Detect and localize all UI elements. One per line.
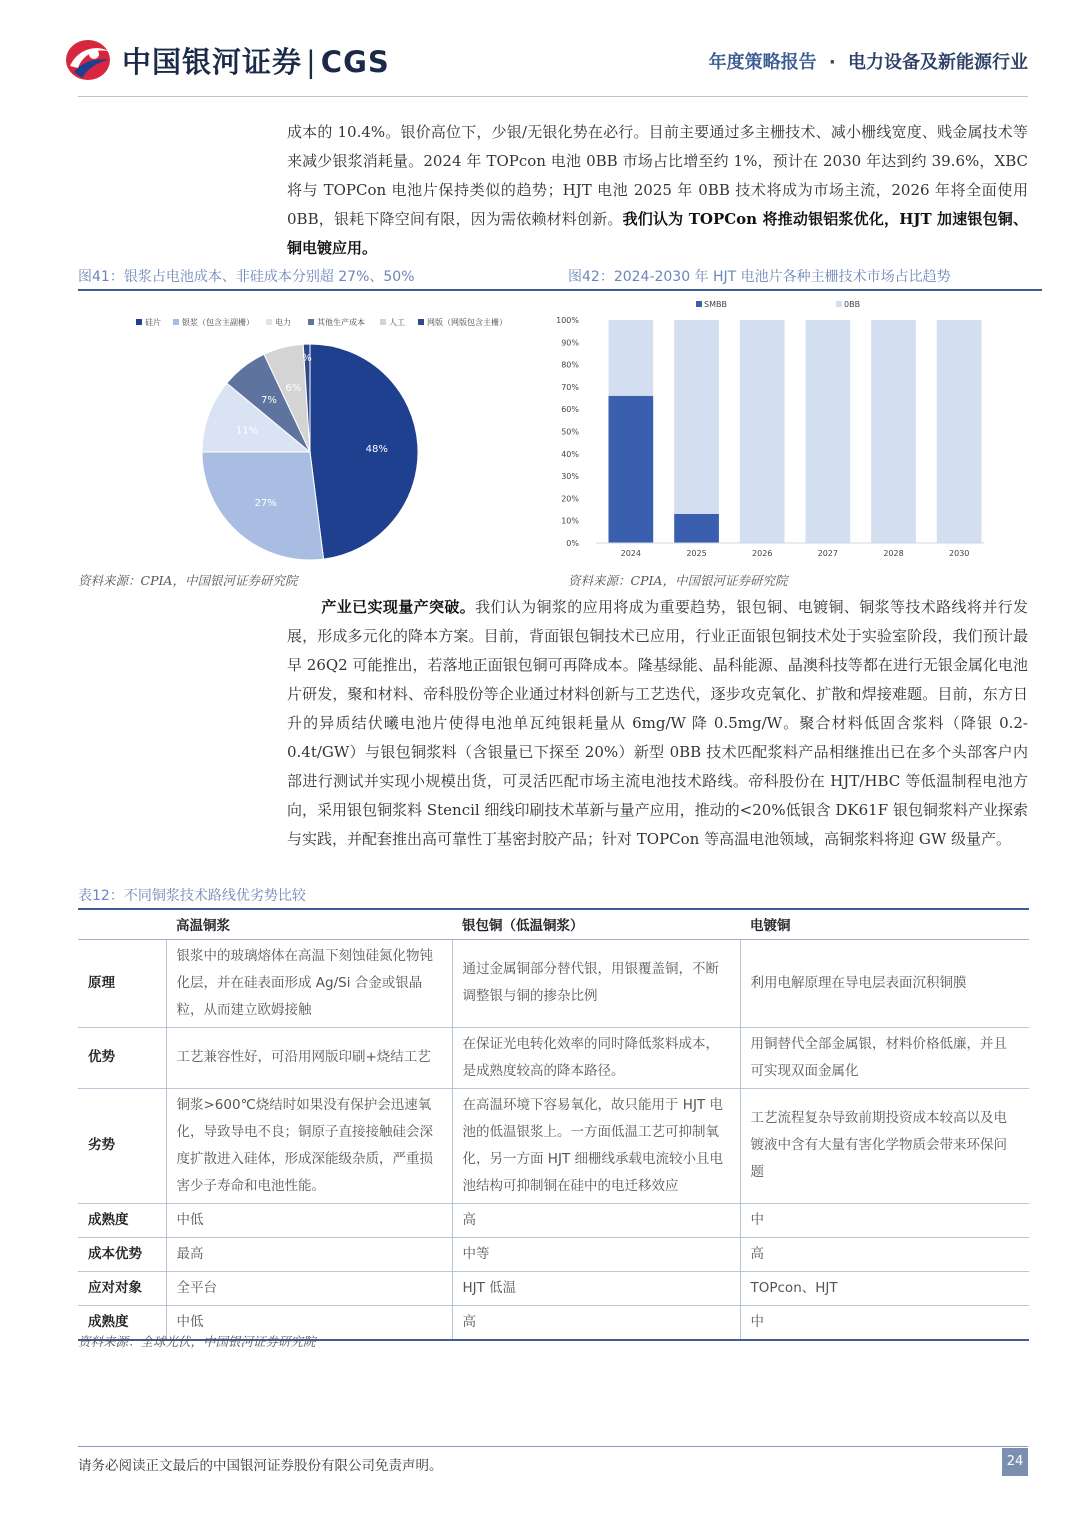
bar-segment-0bb bbox=[740, 320, 785, 543]
y-tick-label: 100% bbox=[556, 316, 579, 325]
y-tick-label: 30% bbox=[561, 472, 579, 482]
footer-divider bbox=[78, 1446, 1028, 1447]
table-row bbox=[78, 1088, 1029, 1203]
legend-label: 网版（网版包含主栅） bbox=[427, 318, 507, 327]
x-tick-label: 2028 bbox=[883, 549, 904, 558]
table-header-cell bbox=[78, 909, 166, 939]
footer-disclaimer: 请务必阅读正文最后的中国银河证券股份有限公司免责声明。 bbox=[78, 1458, 443, 1474]
row-label: 优势 bbox=[78, 1027, 166, 1088]
bar-legend-item bbox=[836, 300, 860, 309]
figure-42-caption: 图42：2024-2030 年 HJT 电池片各种主栅技术市场占比趋势 bbox=[568, 269, 951, 285]
table-cell: 通过金属铜部分替代银，用银覆盖铜，不断调整银与铜的掺杂比例 bbox=[452, 939, 740, 1027]
y-tick-label: 40% bbox=[561, 449, 579, 459]
bar-segment-smbb bbox=[609, 396, 654, 543]
bar-segment-smbb bbox=[674, 514, 719, 543]
legend-label: 银浆（包含主副栅） bbox=[182, 318, 254, 327]
bar-segment-0bb bbox=[609, 320, 654, 396]
x-tick-label: 2030 bbox=[949, 549, 970, 558]
table-cell: 利用电解原理在导电层表面沉积铜膜 bbox=[740, 939, 1029, 1027]
figure-41-source: 资料来源：CPIA，中国银河证券研究院 bbox=[78, 573, 298, 588]
paragraph-2 bbox=[287, 593, 1028, 854]
table-header-cell: 银包铜（低温铜浆） bbox=[452, 909, 740, 939]
bar-segment-0bb bbox=[806, 320, 851, 543]
header-divider bbox=[78, 96, 1028, 97]
legend-label: 人工 bbox=[389, 318, 405, 327]
legend-label: 硅片 bbox=[145, 318, 161, 327]
pie-data-label: 27% bbox=[254, 498, 277, 510]
stacked-bar-chart bbox=[548, 294, 988, 564]
row-label: 劣势 bbox=[78, 1088, 166, 1203]
table-header-cell: 高温铜浆 bbox=[166, 909, 452, 939]
pie-legend-item bbox=[266, 317, 291, 327]
legend-swatch bbox=[418, 319, 424, 325]
bar-legend-item bbox=[696, 300, 727, 309]
pie-data-label: 11% bbox=[235, 425, 259, 437]
table-cell: 工艺流程复杂导致前期投资成本较高以及电镀液中含有大量有害化学物质会带来环保问题 bbox=[740, 1088, 1029, 1203]
table-cell: TOPcon、HJT bbox=[740, 1271, 1029, 1305]
row-label: 成熟度 bbox=[78, 1203, 166, 1237]
legend-swatch bbox=[836, 301, 842, 307]
pie-legend-item bbox=[418, 317, 507, 327]
paragraph-1-bold: 我们认为 TOPCon 将推动银铝浆优化，HJT 加速银包铜、铜电镀应用。 bbox=[287, 210, 1028, 257]
pie-data-label: 6% bbox=[285, 383, 302, 395]
legend-swatch bbox=[696, 301, 702, 307]
legend-swatch bbox=[266, 319, 272, 325]
table-12-caption: 表12：不同铜浆技术路线优劣势比较 bbox=[78, 888, 306, 904]
y-tick-label: 20% bbox=[561, 494, 579, 504]
y-tick-label: 10% bbox=[561, 516, 579, 526]
pie-legend-item bbox=[380, 317, 405, 327]
y-tick-label: 70% bbox=[561, 382, 579, 392]
brand-name: 中国银河证券 | CGS bbox=[122, 45, 390, 79]
pie-legend-item bbox=[173, 317, 254, 327]
table-row bbox=[78, 1203, 1029, 1237]
table-cell: 在保证光电转化效率的同时降低浆料成本，是成熟度较高的降本路径。 bbox=[452, 1027, 740, 1088]
row-label: 成本优势 bbox=[78, 1237, 166, 1271]
figure-42-source: 资料来源：CPIA，中国银河证券研究院 bbox=[568, 573, 788, 588]
legend-label: 其他生产成本 bbox=[317, 318, 365, 327]
row-label: 成熟度 bbox=[78, 1305, 166, 1340]
y-tick-label: 50% bbox=[561, 427, 579, 437]
table-cell: 在高温环境下容易氧化，故只能用于 HJT 电池的低温银浆上。一方面低温工艺可抑制氧化，另一方面 HJT 细栅线承载电流较小且电池结构可抑制铜在硅中的电迁移效应 bbox=[452, 1088, 740, 1203]
y-tick-label: 90% bbox=[561, 338, 579, 348]
cgs-logo-icon bbox=[64, 38, 114, 82]
legend-label: SMBB bbox=[704, 300, 727, 309]
legend-swatch bbox=[136, 319, 142, 325]
pie-data-label: 48% bbox=[365, 443, 388, 455]
table-12-source: 资料来源：全球光伏，中国银河证券研究院 bbox=[78, 1334, 316, 1349]
y-tick-label: 60% bbox=[561, 405, 579, 415]
comparison-table bbox=[78, 908, 1029, 1341]
table-cell: HJT 低温 bbox=[452, 1271, 740, 1305]
x-tick-label: 2027 bbox=[817, 549, 838, 558]
pie-slice bbox=[310, 344, 418, 559]
page-header bbox=[0, 0, 1080, 100]
table-row bbox=[78, 1027, 1029, 1088]
table-cell: 中 bbox=[740, 1305, 1029, 1340]
bar-segment-0bb bbox=[937, 320, 982, 543]
table-cell: 银浆中的玻璃熔体在高温下刻蚀硅氮化物钝化层，并在硅表面形成 Ag/Si 合金或银晶粒，从而建立欧姆接触 bbox=[166, 939, 452, 1027]
table-cell: 用铜替代全部金属银，材料价格低廉，并且可实现双面金属化 bbox=[740, 1027, 1029, 1088]
table-cell: 铜浆>600℃烧结时如果没有保护会迅速氧化，导致导电不良；铜原子直接接触硅会深度扩散进入硅体，形成深能级杂质，严重损害少子寿命和电池性能。 bbox=[166, 1088, 452, 1203]
table-header-row bbox=[78, 909, 1029, 939]
pie-chart bbox=[118, 300, 538, 566]
header-separator: · bbox=[828, 52, 836, 73]
table-cell: 中低 bbox=[166, 1203, 452, 1237]
bar-segment-0bb bbox=[674, 320, 719, 514]
table-row bbox=[78, 939, 1029, 1027]
paragraph-2-bold: 产业已实现量产突破。 bbox=[321, 598, 476, 616]
y-tick-label: 80% bbox=[561, 360, 579, 370]
x-tick-label: 2024 bbox=[620, 549, 641, 558]
legend-swatch bbox=[308, 319, 314, 325]
row-label: 应对对象 bbox=[78, 1271, 166, 1305]
table-header-cell: 电镀铜 bbox=[740, 909, 1029, 939]
table-cell: 全平台 bbox=[166, 1271, 452, 1305]
figure-41-caption: 图41：银浆占电池成本、非硅成本分别超 27%、50% bbox=[78, 269, 415, 285]
table-cell: 中低 bbox=[166, 1305, 452, 1340]
legend-label: 0BB bbox=[844, 300, 861, 309]
figure-divider bbox=[78, 289, 1042, 291]
bar-segment-0bb bbox=[871, 320, 916, 543]
report-title bbox=[709, 48, 1028, 74]
table-row bbox=[78, 1271, 1029, 1305]
table-cell: 高 bbox=[452, 1203, 740, 1237]
x-tick-label: 2026 bbox=[752, 549, 773, 558]
legend-swatch bbox=[380, 319, 386, 325]
report-type: 年度策略报告 bbox=[708, 52, 817, 73]
table-cell: 工艺兼容性好，可沿用网版印刷+烧结工艺 bbox=[166, 1027, 452, 1088]
pie-legend-item bbox=[308, 317, 365, 327]
table-cell: 中等 bbox=[452, 1237, 740, 1271]
table-cell: 高 bbox=[452, 1305, 740, 1340]
industry-name: 电力设备及新能源行业 bbox=[848, 52, 1028, 73]
y-tick-label: 0% bbox=[566, 539, 579, 548]
paragraph-1 bbox=[287, 118, 1028, 263]
pie-legend-item bbox=[136, 317, 161, 327]
page-number: 24 bbox=[1002, 1448, 1028, 1476]
paragraph-2-text: 我们认为铜浆的应用将成为重要趋势，银包铜、电镀铜、铜浆等技术路线将并行发展，形成多元化的降本方案。目前，背面银包铜技术已应用，行业正面银包铜技术处于实验室阶段，我们预计最早 26Q2 可能推出，若落地正面银包铜可再降成本。隆基绿能、晶科能源、晶澳科技等都在进行无银金属化电池片研发，聚和材料、帝科股份等企业通过材料创新与工艺迭代，逐步攻克氧化、扩散和焊接难题。目前，东方日升的异质结伏曦电池片使得电池单瓦纯银耗量从 6mg/W 降 0.5mg/W。聚合材料低固含浆料（降银 0.2-0.4t/GW）与银包铜浆料（含银量已下探至 20%）新型 0BB 技术匹配浆料产品相继推出已在多个头部客户内部进行测试并实现小规模出货，可灵活匹配市场主流电池技术路线。帝科股份在 HJT/HBC 等低温制程电池方向，采用银包铜浆料 Stencil 细线印刷技术革新与量产应用，推动的<20%低银含 DK61F 银包铜浆料产业探索与实践，并配套推出高可靠性丁基密封胶产品；针对 TOPCon 等高温电池领域，高铜浆料将迎 GW 级量产。 bbox=[287, 598, 1028, 848]
legend-label: 电力 bbox=[275, 318, 291, 327]
paragraph-1-text: 成本的 10.4%。银价高位下，少银/无银化势在必行。目前主要通过多主栅技术、减小栅线宽度、贱金属技术等来减少银浆消耗量。2024 年 TOPcon 电池 0BB 市场占比增至约 1%，预计在 2030 年达到约 39.6%，XBC 将与 TOPCon 电池片保持类似的趋势；HJT 电池 2025 年 0BB 技术将成为市场主流，2026 年将全面使用 0BB，银耗下降空间有限，因为需依赖材料创新。 bbox=[287, 123, 1028, 228]
table-row bbox=[78, 1237, 1029, 1271]
pie-data-label: 7% bbox=[261, 395, 277, 407]
table-cell: 最高 bbox=[166, 1237, 452, 1271]
table-cell: 高 bbox=[740, 1237, 1029, 1271]
table-cell: 中 bbox=[740, 1203, 1029, 1237]
pie-data-label: % bbox=[302, 353, 312, 364]
legend-swatch bbox=[173, 319, 179, 325]
row-label: 原理 bbox=[78, 939, 166, 1027]
x-tick-label: 2025 bbox=[686, 549, 707, 558]
